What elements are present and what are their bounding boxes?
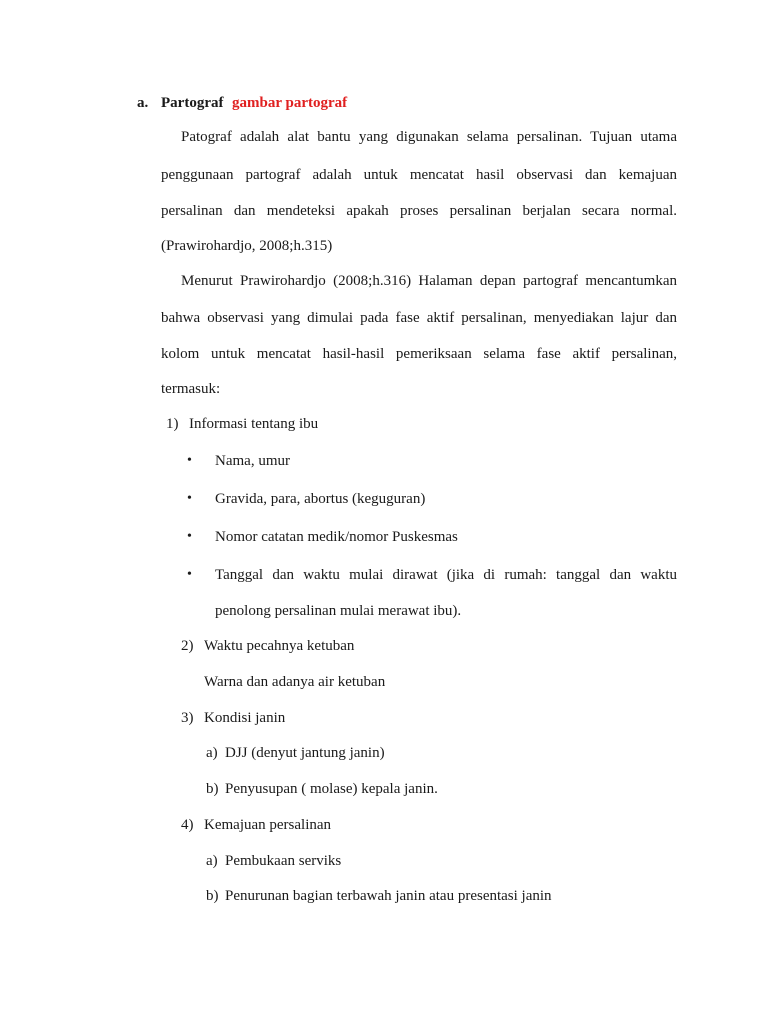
paragraph1-line3: persalinan dan mendeteksi apakah proses persalinan berjalan secara normal. [161, 203, 677, 219]
list-item3-number: 3) [181, 710, 194, 726]
list-item1-bullet4: Tanggal dan waktu mulai dirawat (jika di rumah: tanggal dan waktu [215, 567, 677, 583]
paragraph2-line2: bahwa observasi yang dimulai pada fase aktif persalinan, menyediakan lajur dan [161, 310, 677, 326]
list-item2-sub: Warna dan adanya air ketuban [204, 674, 386, 690]
list-item1-label: Informasi tentang ibu [189, 416, 319, 432]
list-item2-number: 2) [181, 638, 194, 654]
list-item4-label: Kemajuan persalinan [204, 817, 332, 833]
list-item4-number: 4) [181, 817, 194, 833]
list-item2-label: Waktu pecahnya ketuban [204, 638, 355, 654]
heading-link[interactable]: gambar partograf [232, 95, 348, 111]
list-item3-label: Kondisi janin [204, 710, 286, 726]
list-item4-sub2-marker: b) [206, 888, 219, 904]
paragraph2-line4: termasuk: [161, 381, 221, 397]
list-item3-sub2-text: Penyusupan ( molase) kepala janin. [225, 781, 438, 797]
list-item1-bullet1: Nama, umur [215, 453, 290, 469]
list-item4-sub1-marker: a) [206, 853, 218, 869]
paragraph2-line3: kolom untuk mencatat hasil-hasil pemeriksaan selama fase aktif persalinan, [161, 346, 677, 362]
paragraph1-line2: penggunaan partograf adalah untuk mencatat hasil observasi dan kemajuan [161, 167, 677, 183]
bullet-icon: • [187, 491, 192, 506]
list-item1-number: 1) [166, 416, 179, 432]
bullet-icon: • [187, 453, 192, 468]
heading-marker: a. [137, 95, 149, 111]
paragraph1-line1: Patograf adalah alat bantu yang digunakan selama persalinan. Tujuan utama [181, 129, 677, 145]
paragraph1-line4: (Prawirohardjo, 2008;h.315) [161, 238, 333, 254]
bullet-icon: • [187, 567, 192, 582]
list-item1-bullet3: Nomor catatan medik/nomor Puskesmas [215, 529, 458, 545]
bullet-icon: • [187, 529, 192, 544]
list-item3-sub1-marker: a) [206, 745, 218, 761]
heading-title: Partograf [161, 95, 224, 111]
list-item3-sub1-text: DJJ (denyut jantung janin) [225, 745, 385, 761]
list-item3-sub2-marker: b) [206, 781, 219, 797]
paragraph2-line1: Menurut Prawirohardjo (2008;h.316) Halaman depan partograf mencantumkan [181, 273, 677, 289]
list-item1-bullet2: Gravida, para, abortus (keguguran) [215, 491, 426, 507]
list-item4-sub2-text: Penurunan bagian terbawah janin atau presentasi janin [225, 888, 552, 904]
list-item4-sub1-text: Pembukaan serviks [225, 853, 342, 869]
list-item1-bullet4-cont: penolong persalinan mulai merawat ibu). [215, 603, 462, 619]
